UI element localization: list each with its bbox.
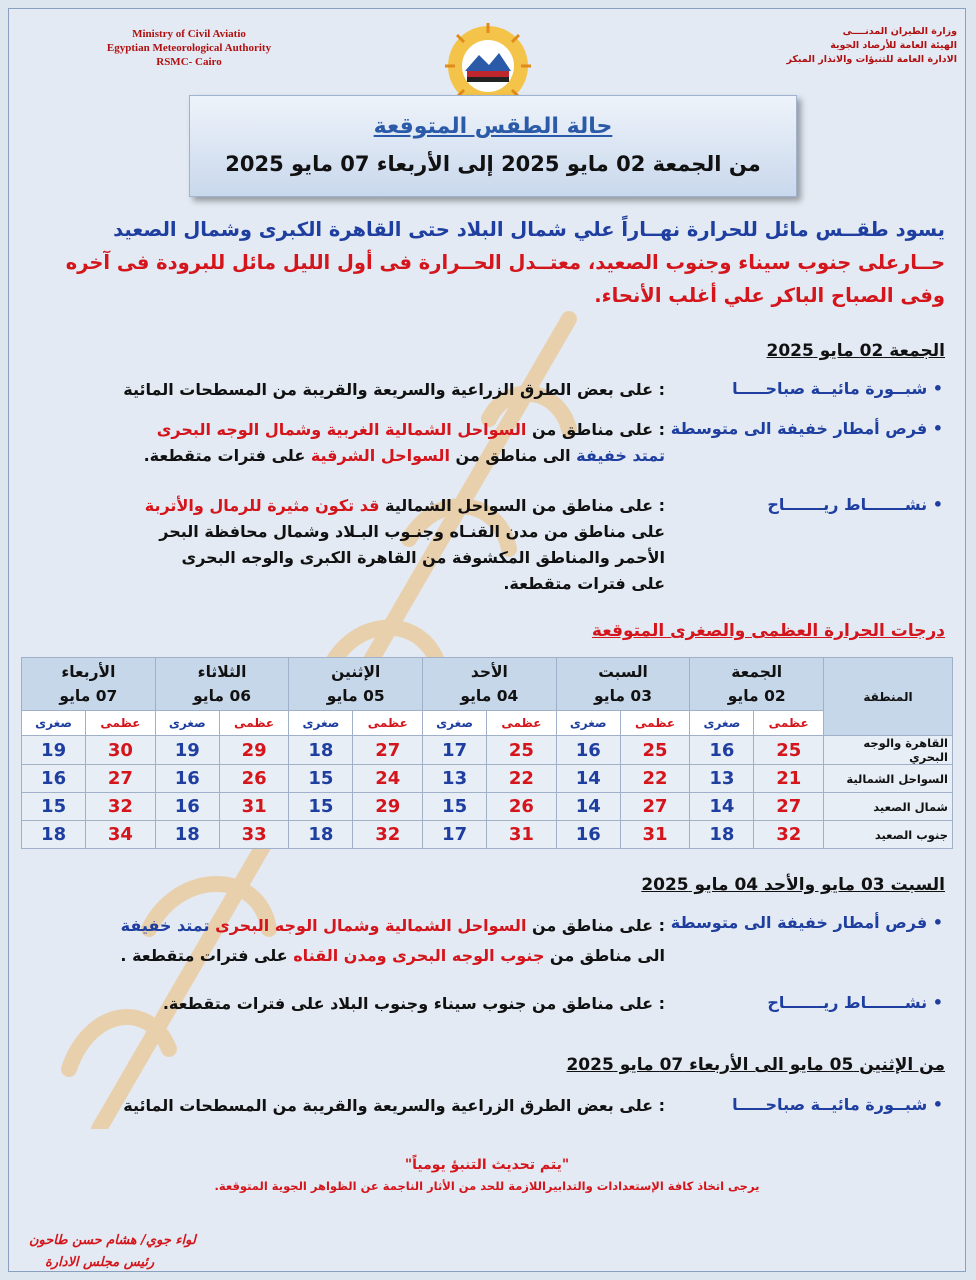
bullet-icon: • [932, 993, 943, 1012]
max-cell: 25 [487, 736, 557, 765]
max-cell: 22 [487, 765, 557, 793]
max-cell: 31 [487, 821, 557, 849]
min-cell: 13 [423, 765, 487, 793]
s2-rain-label: • فرص أمطار خفيفة الى متوسطة [670, 913, 943, 932]
signature-title: رئيس مجلس الادارة [45, 1255, 155, 1270]
max-cell: 27 [620, 793, 690, 821]
intro-paragraph [37, 213, 945, 312]
rsmc-en: RSMC- Cairo [156, 56, 222, 68]
s1-fog-text: : على بعض الطرق الزراعية والسريعة والقريبة من المسطحات المائية [123, 380, 665, 399]
temps-table [21, 657, 953, 849]
s1-rain-text: : على مناطق من السواحل الشمالية الغربية وشمال الوجه البحرى تمتد خفيفة الى مناطق من السواحل الشرقية على فترات متقطعة. [143, 420, 665, 465]
min-cell: 18 [155, 821, 219, 849]
min-cell: 15 [423, 793, 487, 821]
table-row [22, 736, 953, 765]
max-cell: 31 [219, 793, 289, 821]
max-cell: 32 [754, 821, 824, 849]
min-label: صغرى [423, 711, 487, 736]
day-header-1: السبت 03 مايو [556, 658, 690, 711]
max-cell: 32 [86, 793, 156, 821]
min-cell: 19 [22, 736, 86, 765]
min-cell: 18 [22, 821, 86, 849]
table-row [22, 793, 953, 821]
min-cell: 15 [22, 793, 86, 821]
min-cell: 16 [556, 821, 620, 849]
min-cell: 19 [155, 736, 219, 765]
max-label: عظمى [487, 711, 557, 736]
min-cell: 16 [22, 765, 86, 793]
page-title: حالة الطقس المتوقعة [373, 114, 613, 139]
min-cell: 14 [556, 793, 620, 821]
bullet-icon: • [932, 913, 943, 932]
min-label: صغرى [556, 711, 620, 736]
max-cell: 22 [620, 765, 690, 793]
min-cell: 18 [289, 821, 353, 849]
title-box [189, 95, 797, 197]
s1-wind-label: • نشـــــــاط ريـــــــاح [767, 495, 943, 514]
day-header-2: الأحد 04 مايو [423, 658, 557, 711]
s2-rain-text: : على مناطق من السواحل الشمالية وشمال الوجه البحرى تمتد خفيفة الى مناطق من جنوب الوجه البحرى ومدن القناه على فترات متقطعة . [120, 916, 665, 965]
min-label: صغرى [289, 711, 353, 736]
table-row [22, 821, 953, 849]
intro-line-2: حــارعلى جنوب سيناء وجنوب الصعيد، معتــدل الحــرارة فى أول الليل مائل للبرودة فى آخره [65, 251, 945, 274]
max-cell: 34 [86, 821, 156, 849]
section2-heading: السبت 03 مايو والأحد 04 مايو 2025 [641, 875, 945, 895]
bullet-icon: • [932, 379, 943, 398]
precaution-note: يرجى اتخاذ كافة الإستعدادات والتدابيراللازمة للحد من الأثار الناجمة عن الظواهر الجوية المتوقعة. [214, 1179, 760, 1193]
bullet-icon: • [932, 1095, 943, 1114]
min-cell: 13 [690, 765, 754, 793]
max-label: عظمى [86, 711, 156, 736]
max-cell: 27 [353, 736, 423, 765]
bullet-icon: • [932, 419, 943, 438]
max-cell: 26 [487, 793, 557, 821]
max-label: عظمى [219, 711, 289, 736]
intro-line-3: وفى الصباح الباكر علي أغلب الأنحاء. [594, 284, 945, 307]
table-row [22, 765, 953, 793]
max-label: عظمى [754, 711, 824, 736]
min-cell: 14 [690, 793, 754, 821]
daily-update-note: "يتم تحديث التنبؤ يومياً" [404, 1157, 570, 1173]
max-label: عظمى [620, 711, 690, 736]
min-cell: 16 [155, 793, 219, 821]
min-cell: 17 [423, 736, 487, 765]
min-label: صغرى [155, 711, 219, 736]
section3-heading: من الإثنين 05 مايو الى الأربعاء 07 مايو 2025 [566, 1055, 945, 1075]
signature-name: لواء جوي/ هشام حسن طاحون [29, 1233, 196, 1248]
max-cell: 26 [219, 765, 289, 793]
s1-wind-text: : على مناطق من السواحل الشمالية قد تكون مثيرة للرمال والأتربة على مناطق من مدن القنـاه وجنـوب البـلاد وشمال محافظة البحر الأحمر والمناطق المكشوفة من القاهرة الكبرى والوجه البحرى على فترات متقطعة. [144, 496, 665, 593]
min-cell: 16 [690, 736, 754, 765]
ministry-en: Ministry of Civil Aviatio [132, 28, 246, 40]
max-cell: 31 [620, 821, 690, 849]
min-cell: 15 [289, 765, 353, 793]
s3-fog-label: • شبــورة مائيــة صباحـــــا [732, 1095, 943, 1114]
s2-wind-text: : على مناطق من جنوب سيناء وجنوب البلاد على فترات متقطعة. [162, 994, 665, 1013]
max-cell: 24 [353, 765, 423, 793]
max-cell: 27 [86, 765, 156, 793]
bullet-icon: • [932, 495, 943, 514]
max-cell: 21 [754, 765, 824, 793]
min-label: صغرى [690, 711, 754, 736]
temps-title: درجات الحرارة العظمى والصغرى المتوقعة [591, 621, 945, 641]
s3-fog-text: : على بعض الطرق الزراعية والسريعة والقريبة من المسطحات المائية [123, 1096, 665, 1115]
day-header-0: الجمعة 02 مايو [690, 658, 824, 711]
min-cell: 16 [155, 765, 219, 793]
max-cell: 29 [219, 736, 289, 765]
header-english [79, 27, 299, 69]
s1-fog-label: • شبــورة مائيــة صباحـــــا [732, 379, 943, 398]
section1-heading: الجمعة 02 مايو 2025 [766, 341, 945, 361]
region-cell: السواحل الشمالية [824, 765, 953, 793]
region-header: المنطقة [824, 658, 953, 736]
region-cell: جنوب الصعيد [824, 821, 953, 849]
max-cell: 25 [754, 736, 824, 765]
max-cell: 30 [86, 736, 156, 765]
max-cell: 29 [353, 793, 423, 821]
min-cell: 14 [556, 765, 620, 793]
authority-ar: الهيئة العامة للأرصاد الجوية [830, 40, 957, 51]
region-cell: القاهرة والوجه البحري [824, 736, 953, 765]
day-header-3: الإثنين 05 مايو [289, 658, 423, 711]
ministry-ar: وزارة الطيران المدنــــى [842, 26, 957, 37]
max-cell: 32 [353, 821, 423, 849]
min-cell: 15 [289, 793, 353, 821]
department-ar: الادارة العامة للتنبؤات والانذار المبكر [786, 54, 957, 65]
min-label: صغرى [22, 711, 86, 736]
s2-wind-label: • نشـــــــاط ريـــــــاح [767, 993, 943, 1012]
authority-en: Egyptian Meteorological Authority [106, 42, 272, 54]
s1-rain-label: • فرص أمطار خفيفة الى متوسطة [670, 419, 943, 438]
min-cell: 17 [423, 821, 487, 849]
max-cell: 25 [620, 736, 690, 765]
day-header-5: الأربعاء 07 مايو [22, 658, 156, 711]
date-range: من الجمعة 02 مايو 2025 إلى الأربعاء 07 مايو 2025 [225, 152, 761, 176]
max-cell: 33 [219, 821, 289, 849]
header-arabic [737, 25, 957, 67]
intro-line-1: يسود طقــس مائل للحرارة نهــاراً علي شمال البلاد حتى القاهرة الكبرى وشمال الصعيد [113, 218, 945, 241]
region-cell: شمال الصعيد [824, 793, 953, 821]
forecast-page [8, 8, 966, 1272]
max-label: عظمى [353, 711, 423, 736]
min-cell: 18 [690, 821, 754, 849]
min-cell: 18 [289, 736, 353, 765]
max-cell: 27 [754, 793, 824, 821]
min-cell: 16 [556, 736, 620, 765]
day-header-4: الثلاثاء 06 مايو [155, 658, 289, 711]
